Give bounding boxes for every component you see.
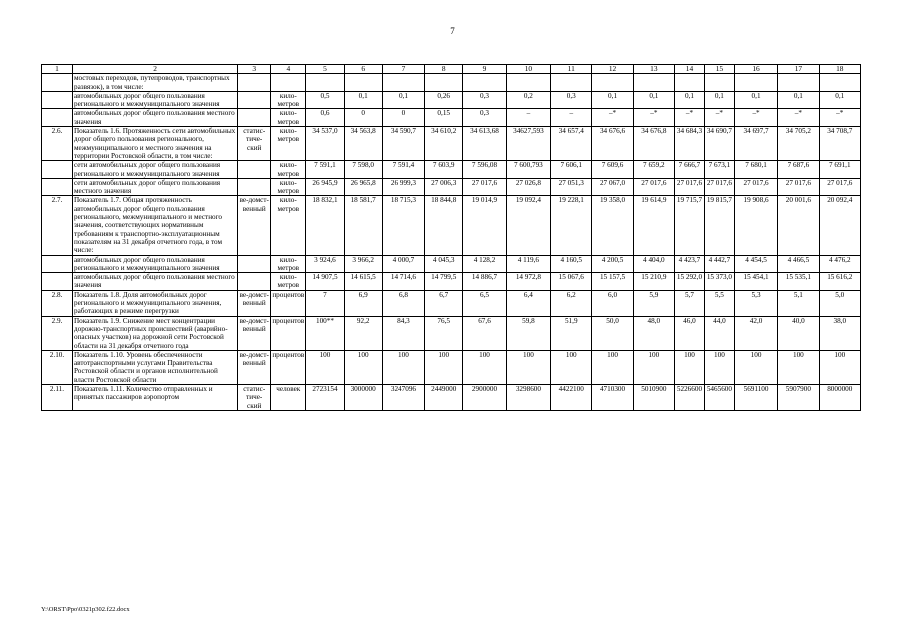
row-number-cell: 2.10. (42, 350, 73, 384)
value-cell: 0,3 (463, 109, 506, 127)
value-cell: 15 157,5 (592, 273, 633, 291)
source-cell (238, 273, 271, 291)
value-cell: 38,0 (819, 316, 860, 350)
value-cell: 0 (382, 109, 424, 127)
indicator-cell: Показатель 1.9. Снижение мест концентрации дорожно-транспортных происшествий (аварийно-опасных участков) на дорожной сети Ростовской области на 31 декабря отчетного года (72, 316, 237, 350)
value-cell: 7 687,6 (778, 161, 819, 179)
value-cell: –* (734, 109, 777, 127)
unit-cell: кило-метров (271, 178, 306, 196)
column-header: 10 (506, 65, 550, 74)
value-cell: 84,3 (382, 316, 424, 350)
value-cell: 67,6 (463, 316, 506, 350)
value-cell: 27 026,8 (506, 178, 550, 196)
table-row (42, 91, 861, 109)
value-cell (344, 74, 382, 92)
value-cell: 8000000 (819, 384, 860, 410)
value-cell: 19 908,6 (734, 196, 777, 255)
value-cell: 6,8 (382, 290, 424, 316)
page-number: 7 (450, 26, 455, 36)
value-cell: 92,2 (344, 316, 382, 350)
value-cell: 3 966,2 (344, 255, 382, 273)
value-cell: 14 799,5 (425, 273, 463, 291)
value-cell: 0,3 (551, 91, 592, 109)
value-cell: 100 (674, 350, 704, 384)
value-cell: 100** (306, 316, 344, 350)
value-cell: 27 017,6 (734, 178, 777, 196)
column-header: 15 (704, 65, 734, 74)
column-header: 8 (425, 65, 463, 74)
value-cell (382, 74, 424, 92)
value-cell: 27 017,6 (778, 178, 819, 196)
column-header: 4 (271, 65, 306, 74)
unit-cell: кило-метров (271, 91, 306, 109)
source-cell (238, 91, 271, 109)
value-cell: 40,0 (778, 316, 819, 350)
column-header: 17 (778, 65, 819, 74)
value-cell: 19 014,9 (463, 196, 506, 255)
indicators-table (41, 64, 861, 411)
value-cell: –* (674, 109, 704, 127)
value-cell: 4 454,5 (734, 255, 777, 273)
value-cell: 7 609,6 (592, 161, 633, 179)
column-header: 9 (463, 65, 506, 74)
unit-cell: кило-метров (271, 161, 306, 179)
row-number-cell: 2.11. (42, 384, 73, 410)
value-cell: 19 715,7 (674, 196, 704, 255)
value-cell: 3298600 (506, 384, 550, 410)
unit-cell: процентов (271, 350, 306, 384)
value-cell: 0,1 (592, 91, 633, 109)
value-cell: 0,3 (463, 91, 506, 109)
value-cell: 100 (592, 350, 633, 384)
source-cell: ве-домст-венный (238, 316, 271, 350)
value-cell: 34 676,6 (592, 127, 633, 161)
value-cell: 34 613,68 (463, 127, 506, 161)
value-cell: 0,1 (674, 91, 704, 109)
column-header: 3 (238, 65, 271, 74)
value-cell: 7 591,1 (306, 161, 344, 179)
value-cell: 7 659,2 (633, 161, 674, 179)
value-cell: 27 017,6 (819, 178, 860, 196)
value-cell: 7 596,08 (463, 161, 506, 179)
value-cell (551, 74, 592, 92)
value-cell: 18 832,1 (306, 196, 344, 255)
value-cell: 19 815,7 (704, 196, 734, 255)
value-cell: 7 606,1 (551, 161, 592, 179)
value-cell (306, 74, 344, 92)
value-cell: 5,0 (819, 290, 860, 316)
value-cell: 27 017,6 (674, 178, 704, 196)
value-cell: 46,0 (674, 316, 704, 350)
value-cell: 34 684,3 (674, 127, 704, 161)
value-cell: 14 714,6 (382, 273, 424, 291)
unit-cell: кило-метров (271, 255, 306, 273)
row-number-cell: 2.7. (42, 196, 73, 255)
indicator-cell: автомобильных дорог общего пользования регионального и межмуниципального значения (72, 255, 237, 273)
value-cell: 4 160,5 (551, 255, 592, 273)
source-cell (238, 161, 271, 179)
value-cell: 27 006,3 (425, 178, 463, 196)
indicator-cell: сети автомобильных дорог общего пользования местного значения (72, 178, 237, 196)
row-number-cell (42, 178, 73, 196)
value-cell: 6,4 (506, 290, 550, 316)
value-cell: 34 590,7 (382, 127, 424, 161)
value-cell: 44,0 (704, 316, 734, 350)
value-cell: 15 373,0 (704, 273, 734, 291)
value-cell: 5,3 (734, 290, 777, 316)
table-row (42, 178, 861, 196)
value-cell: 5465600 (704, 384, 734, 410)
value-cell: 4 476,2 (819, 255, 860, 273)
value-cell: 0,1 (704, 91, 734, 109)
value-cell: 100 (425, 350, 463, 384)
value-cell: 42,0 (734, 316, 777, 350)
value-cell: 27 067,0 (592, 178, 633, 196)
value-cell: 18 844,8 (425, 196, 463, 255)
value-cell: 27 017,6 (633, 178, 674, 196)
value-cell: 100 (819, 350, 860, 384)
column-header: 12 (592, 65, 633, 74)
value-cell: 18 581,7 (344, 196, 382, 255)
value-cell: 34 690,7 (704, 127, 734, 161)
value-cell: 5,9 (633, 290, 674, 316)
value-cell: 15 616,2 (819, 273, 860, 291)
value-cell: 7 691,1 (819, 161, 860, 179)
table-row (42, 273, 861, 291)
value-cell: 4 423,7 (674, 255, 704, 273)
value-cell: 7 680,1 (734, 161, 777, 179)
table-row (42, 109, 861, 127)
column-header: 7 (382, 65, 424, 74)
value-cell: 100 (704, 350, 734, 384)
column-header: 14 (674, 65, 704, 74)
value-cell: 0,1 (382, 91, 424, 109)
value-cell: 7 591,4 (382, 161, 424, 179)
value-cell: 6,2 (551, 290, 592, 316)
indicator-cell: Показатель 1.11. Количество отправленных и принятых пассажиров аэропортом (72, 384, 237, 410)
source-cell: статис-тиче-ский (238, 384, 271, 410)
table-row (42, 255, 861, 273)
row-number-cell: 2.8. (42, 290, 73, 316)
value-cell (425, 74, 463, 92)
value-cell: 6,7 (425, 290, 463, 316)
value-cell: 7 603,9 (425, 161, 463, 179)
value-cell: 2900000 (463, 384, 506, 410)
value-cell: 0,6 (306, 109, 344, 127)
source-cell (238, 109, 271, 127)
value-cell: 14 907,5 (306, 273, 344, 291)
value-cell: 7 666,7 (674, 161, 704, 179)
value-cell: 19 614,9 (633, 196, 674, 255)
value-cell: 100 (633, 350, 674, 384)
column-header: 1 (42, 65, 73, 74)
indicator-cell: Показатель 1.7. Общая протяженность автомобильных дорог общего пользования регионального, межмуниципального и местного значения, соответствующих нормативным требованиям к транспортно-эксплуатационным показателям на 31 декабря отчетного года, в том числе: (72, 196, 237, 255)
indicator-cell: сети автомобильных дорог общего пользования регионального и межмуниципального значения (72, 161, 237, 179)
value-cell: 34 537,0 (306, 127, 344, 161)
value-cell: 0,1 (344, 91, 382, 109)
source-cell (238, 178, 271, 196)
source-cell (238, 74, 271, 92)
column-header: 11 (551, 65, 592, 74)
value-cell (819, 74, 860, 92)
row-number-cell (42, 109, 73, 127)
row-number-cell: 2.9. (42, 316, 73, 350)
value-cell: 4 466,5 (778, 255, 819, 273)
value-cell: 4 404,0 (633, 255, 674, 273)
value-cell: 4710300 (592, 384, 633, 410)
value-cell: –* (592, 109, 633, 127)
value-cell: 27 017,6 (463, 178, 506, 196)
source-cell: ве-домст-венный (238, 350, 271, 384)
value-cell: 100 (344, 350, 382, 384)
value-cell: 20 001,6 (778, 196, 819, 255)
value-cell: 100 (778, 350, 819, 384)
value-cell: 59,8 (506, 316, 550, 350)
indicator-cell: Показатель 1.6. Протяженность сети автомобильных дорог общего пользования регионального, межмуниципального и местного значения на территории Ростовской области, в том числе: (72, 127, 237, 161)
source-cell: статис-тиче-ский (238, 127, 271, 161)
source-cell: ве-домст-венный (238, 196, 271, 255)
value-cell: 34 676,8 (633, 127, 674, 161)
unit-cell: кило-метров (271, 196, 306, 255)
value-cell: 27 051,3 (551, 178, 592, 196)
value-cell: 4 119,6 (506, 255, 550, 273)
indicator-cell: Показатель 1.10. Уровень обеспеченности автотранспортными услугами Правительства Ростовской области и органов исполнительной власти Ростовской области (72, 350, 237, 384)
value-cell: 34627,593 (506, 127, 550, 161)
value-cell: – (551, 109, 592, 127)
value-cell: 51,9 (551, 316, 592, 350)
column-header: 6 (344, 65, 382, 74)
unit-cell: человек (271, 384, 306, 410)
value-cell: –* (704, 109, 734, 127)
indicator-cell: автомобильных дорог общего пользования местного значения (72, 273, 237, 291)
value-cell: 3 924,6 (306, 255, 344, 273)
value-cell: 26 945,9 (306, 178, 344, 196)
value-cell: 19 228,1 (551, 196, 592, 255)
value-cell: –* (633, 109, 674, 127)
value-cell: 0,2 (506, 91, 550, 109)
indicator-cell: Показатель 1.8. Доля автомобильных дорог регионального и межмуниципального значения, работающих в режиме перегрузки (72, 290, 237, 316)
value-cell: 7 598,0 (344, 161, 382, 179)
value-cell: 48,0 (633, 316, 674, 350)
value-cell: 14 972,8 (506, 273, 550, 291)
value-cell: 3247096 (382, 384, 424, 410)
unit-cell: кило-метров (271, 127, 306, 161)
value-cell (778, 74, 819, 92)
value-cell: 0,1 (734, 91, 777, 109)
value-cell: 4 045,3 (425, 255, 463, 273)
value-cell: 0,15 (425, 109, 463, 127)
value-cell: 5010900 (633, 384, 674, 410)
value-cell: – (506, 109, 550, 127)
value-cell: –* (819, 109, 860, 127)
value-cell: 0,1 (633, 91, 674, 109)
value-cell: 0,1 (778, 91, 819, 109)
value-cell: 34 610,2 (425, 127, 463, 161)
value-cell: 5226600 (674, 384, 704, 410)
value-cell: 5907900 (778, 384, 819, 410)
value-cell: 2723154 (306, 384, 344, 410)
value-cell: 100 (463, 350, 506, 384)
value-cell: 15 210,9 (633, 273, 674, 291)
value-cell: 27 017,6 (704, 178, 734, 196)
value-cell: 4 442,7 (704, 255, 734, 273)
value-cell: 15 067,6 (551, 273, 592, 291)
value-cell (506, 74, 550, 92)
row-number-cell (42, 255, 73, 273)
unit-cell: процентов (271, 316, 306, 350)
value-cell: 20 092,4 (819, 196, 860, 255)
value-cell: 34 563,8 (344, 127, 382, 161)
value-cell: 4 000,7 (382, 255, 424, 273)
indicator-cell: автомобильных дорог общего пользования местного значения (72, 109, 237, 127)
value-cell: 100 (306, 350, 344, 384)
file-path-footer: Y:\ORST\Ppo\0321p302.f22.docx (41, 606, 130, 613)
value-cell: 34 697,7 (734, 127, 777, 161)
value-cell: 7 (306, 290, 344, 316)
row-number-cell (42, 161, 73, 179)
value-cell: 14 886,7 (463, 273, 506, 291)
source-cell (238, 255, 271, 273)
value-cell: 0,26 (425, 91, 463, 109)
value-cell: 7 600,793 (506, 161, 550, 179)
row-number-cell (42, 273, 73, 291)
table-row (42, 316, 861, 350)
column-header: 5 (306, 65, 344, 74)
value-cell: 6,9 (344, 290, 382, 316)
value-cell: 26 965,8 (344, 178, 382, 196)
value-cell: 3000000 (344, 384, 382, 410)
column-header: 18 (819, 65, 860, 74)
value-cell: 5,1 (778, 290, 819, 316)
value-cell: 34 705,2 (778, 127, 819, 161)
row-number-cell (42, 74, 73, 92)
value-cell (734, 74, 777, 92)
value-cell: 76,5 (425, 316, 463, 350)
value-cell: 2449000 (425, 384, 463, 410)
table-row (42, 161, 861, 179)
value-cell: 100 (506, 350, 550, 384)
value-cell: 5691100 (734, 384, 777, 410)
value-cell: 15 454,1 (734, 273, 777, 291)
value-cell: 100 (734, 350, 777, 384)
value-cell: 14 615,5 (344, 273, 382, 291)
column-header: 16 (734, 65, 777, 74)
value-cell (592, 74, 633, 92)
value-cell: 4 200,5 (592, 255, 633, 273)
value-cell: 15 292,0 (674, 273, 704, 291)
value-cell (704, 74, 734, 92)
value-cell: 100 (382, 350, 424, 384)
value-cell: 34 708,7 (819, 127, 860, 161)
indicator-cell: мостовых переходов, путепроводов, транспортных развязок), в том числе: (72, 74, 237, 92)
column-header: 13 (633, 65, 674, 74)
value-cell: 26 999,3 (382, 178, 424, 196)
table-row (42, 350, 861, 384)
table-row (42, 196, 861, 255)
unit-cell: процентов (271, 290, 306, 316)
value-cell: 18 715,3 (382, 196, 424, 255)
value-cell: 4422100 (551, 384, 592, 410)
value-cell (633, 74, 674, 92)
value-cell: 4 128,2 (463, 255, 506, 273)
value-cell: 100 (551, 350, 592, 384)
value-cell: 50,0 (592, 316, 633, 350)
table-row (42, 74, 861, 92)
value-cell: 34 657,4 (551, 127, 592, 161)
unit-cell: кило-метров (271, 273, 306, 291)
source-cell: ве-домст-венный (238, 290, 271, 316)
value-cell: 0 (344, 109, 382, 127)
table-row (42, 127, 861, 161)
value-cell: 6,5 (463, 290, 506, 316)
column-header: 2 (72, 65, 237, 74)
value-cell (463, 74, 506, 92)
row-number-cell: 2.6. (42, 127, 73, 161)
value-cell: 15 535,1 (778, 273, 819, 291)
row-number-cell (42, 91, 73, 109)
value-cell: 5,7 (674, 290, 704, 316)
header-row (42, 65, 861, 74)
value-cell (674, 74, 704, 92)
indicator-cell: автомобильных дорог общего пользования регионального и межмуниципального значения (72, 91, 237, 109)
unit-cell (271, 74, 306, 92)
value-cell: 6,0 (592, 290, 633, 316)
value-cell: 0,1 (819, 91, 860, 109)
table-row (42, 290, 861, 316)
value-cell: –* (778, 109, 819, 127)
table-row (42, 384, 861, 410)
value-cell: 0,5 (306, 91, 344, 109)
unit-cell: кило-метров (271, 109, 306, 127)
value-cell: 5,5 (704, 290, 734, 316)
value-cell: 7 673,1 (704, 161, 734, 179)
value-cell: 19 358,0 (592, 196, 633, 255)
value-cell: 19 092,4 (506, 196, 550, 255)
